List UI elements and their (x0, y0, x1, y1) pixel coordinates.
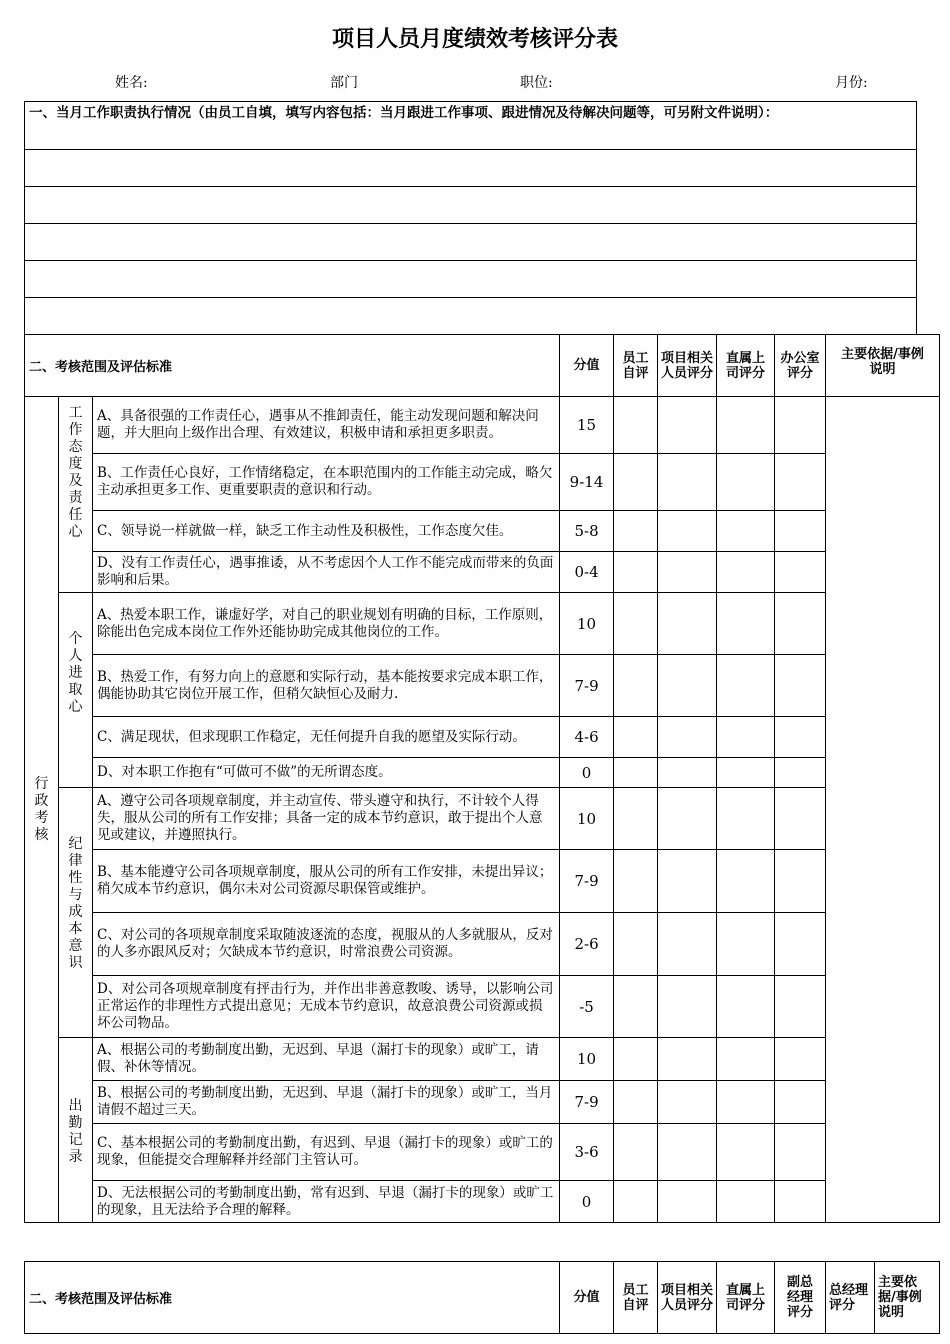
office-score-cell[interactable] (775, 511, 826, 552)
score-header: 分值 (560, 335, 614, 397)
criterion-description: A、热爱本职工作，谦虚好学，对自己的职业规划有明确的目标，工作原则，除能出色完成本岗位工作外还能协助完成其他岗位的工作。 (93, 593, 560, 655)
criterion-description: B、工作责任心良好，工作情绪稳定，在本职范围内的工作能主动完成，略欠主动承担更多工作、更重要职责的意识和行动。 (93, 454, 560, 511)
section3-title: 二、考核范围及评估标准 (25, 1262, 560, 1334)
criterion-description: B、根据公司的考勤制度出勤，无迟到、早退（漏打卡的现象）或旷工，当月请假不超过三天。 (93, 1081, 560, 1124)
criterion-score: 15 (560, 397, 614, 454)
related-score-cell[interactable] (658, 655, 717, 717)
office-score-cell[interactable] (775, 850, 826, 913)
criterion-score: 7-9 (560, 850, 614, 913)
name-label: 姓名: (115, 75, 148, 91)
supervisor-score-cell[interactable] (717, 976, 775, 1038)
criterion-score: 7-9 (560, 655, 614, 717)
deputy-gm-score-header: 副总经理评分 (775, 1262, 826, 1334)
criterion-row (25, 1081, 940, 1124)
criterion-description: A、遵守公司各项规章制度，并主动宣传、带头遵守和执行，不计较个人得失，服从公司的所有工作安排；具备一定的成本节约意识，敢于提出个人意见或建议，并遵照执行。 (93, 788, 560, 850)
criterion-row (25, 758, 940, 788)
related-score-header: 项目相关人员评分 (658, 1262, 717, 1334)
admin-assessment-label: 行 政 考 核 (25, 397, 59, 1223)
gm-score-header: 总经理评分 (826, 1262, 875, 1334)
self-score-cell[interactable] (614, 758, 658, 788)
office-score-cell[interactable] (775, 1181, 826, 1223)
page-title: 项目人员月度绩效考核评分表 (331, 27, 618, 52)
related-score-header: 项目相关人员评分 (658, 335, 717, 397)
criterion-description: D、对公司各项规章制度有抨击行为，并作出非善意教唆、诱导，以影响公司正常运作的非理性方式提出意见；无成本节约意识，故意浪费公司资源或损坏公司物品。 (93, 976, 560, 1038)
office-score-cell[interactable] (775, 1038, 826, 1081)
supervisor-score-cell[interactable] (717, 655, 775, 717)
supervisor-score-cell[interactable] (717, 850, 775, 913)
category-label: 出 勤 记 录 (59, 1038, 93, 1223)
office-score-cell[interactable] (775, 593, 826, 655)
related-score-cell[interactable] (658, 397, 717, 454)
criterion-description: D、对本职工作抱有“可做可不做”的无所谓态度。 (93, 758, 560, 788)
category-label: 纪 律 性 与 成 本 意 识 (59, 788, 93, 1038)
related-score-cell[interactable] (658, 1081, 717, 1124)
criterion-description: C、满足现状，但求现职工作稳定，无任何提升自我的愿望及实际行动。 (93, 717, 560, 758)
self-score-header: 员工自评 (614, 1262, 658, 1334)
criterion-row (25, 717, 940, 758)
related-score-cell[interactable] (658, 1181, 717, 1223)
basis-cell[interactable] (826, 397, 940, 1223)
criterion-description: C、对公司的各项规章制度采取随波逐流的态度，视服从的人多就服从，反对的人多亦跟风反对；欠缺成本节约意识，时常浪费公司资源。 (93, 913, 560, 976)
self-score-cell[interactable] (614, 552, 658, 593)
office-score-header: 办公室评分 (775, 335, 826, 397)
self-score-cell[interactable] (614, 1181, 658, 1223)
criterion-row (25, 1124, 940, 1181)
related-score-cell[interactable] (658, 758, 717, 788)
criterion-score: 4-6 (560, 717, 614, 758)
criterion-score: 2-6 (560, 913, 614, 976)
position-label: 职位: (520, 75, 553, 91)
supervisor-score-cell[interactable] (717, 717, 775, 758)
criterion-score: 7-9 (560, 1081, 614, 1124)
supervisor-score-cell[interactable] (717, 913, 775, 976)
category-label: 工 作 态 度 及 责 任 心 (59, 397, 93, 593)
criterion-score: 0 (560, 758, 614, 788)
criterion-row (25, 511, 940, 552)
criterion-row (25, 552, 940, 593)
supervisor-score-cell[interactable] (717, 397, 775, 454)
criterion-score: 0-4 (560, 552, 614, 593)
criterion-row (25, 593, 940, 655)
related-score-cell[interactable] (658, 850, 717, 913)
criterion-score: 0 (560, 1181, 614, 1223)
criterion-row (25, 913, 940, 976)
self-score-cell[interactable] (614, 788, 658, 850)
self-score-cell[interactable] (614, 976, 658, 1038)
office-score-cell[interactable] (775, 1124, 826, 1181)
supervisor-score-cell[interactable] (717, 593, 775, 655)
related-score-cell[interactable] (658, 552, 717, 593)
supervisor-score-header: 直属上司评分 (717, 1262, 775, 1334)
criterion-description: C、领导说一样就做一样，缺乏工作主动性及积极性，工作态度欠佳。 (93, 511, 560, 552)
criterion-row (25, 976, 940, 1038)
criterion-description: D、没有工作责任心，遇事推诿，从不考虑因个人工作不能完成而带来的负面影响和后果。 (93, 552, 560, 593)
criterion-row (25, 1181, 940, 1223)
related-score-cell[interactable] (658, 1124, 717, 1181)
related-score-cell[interactable] (658, 913, 717, 976)
criterion-score: 3-6 (560, 1124, 614, 1181)
criterion-row (25, 788, 940, 850)
work-duty-row[interactable] (25, 187, 917, 224)
criterion-score: 9-14 (560, 454, 614, 511)
supervisor-score-cell[interactable] (717, 1181, 775, 1223)
supervisor-score-cell[interactable] (717, 454, 775, 511)
category-label: 个 人 进 取 心 (59, 593, 93, 788)
self-score-cell[interactable] (614, 397, 658, 454)
self-score-cell[interactable] (614, 511, 658, 552)
criterion-description: C、基本根据公司的考勤制度出勤，有迟到、早退（漏打卡的现象）或旷工的现象，但能提交合理解释并经部门主管认可。 (93, 1124, 560, 1181)
criterion-score: 10 (560, 1038, 614, 1081)
criterion-score: 10 (560, 788, 614, 850)
criterion-row (25, 850, 940, 913)
work-duty-row[interactable] (25, 261, 917, 298)
criterion-row (25, 655, 940, 717)
related-score-cell[interactable] (658, 511, 717, 552)
criterion-row (25, 454, 940, 511)
supervisor-score-header: 直属上司评分 (717, 335, 775, 397)
office-score-cell[interactable] (775, 397, 826, 454)
office-score-cell[interactable] (775, 913, 826, 976)
self-score-cell[interactable] (614, 717, 658, 758)
office-score-cell[interactable] (775, 1081, 826, 1124)
criterion-description: B、基本能遵守公司各项规章制度，服从公司的所有工作安排，未提出异议；稍欠成本节约意识，偶尔未对公司资源尽职保管或维护。 (93, 850, 560, 913)
office-score-cell[interactable] (775, 788, 826, 850)
criterion-score: 10 (560, 593, 614, 655)
self-score-cell[interactable] (614, 850, 658, 913)
self-score-cell[interactable] (614, 454, 658, 511)
related-score-cell[interactable] (658, 593, 717, 655)
related-score-cell[interactable] (658, 976, 717, 1038)
office-score-cell[interactable] (775, 976, 826, 1038)
work-duty-row[interactable] (25, 150, 917, 187)
supervisor-score-cell[interactable] (717, 1124, 775, 1181)
self-score-header: 员工自评 (614, 335, 658, 397)
supervisor-score-cell[interactable] (717, 788, 775, 850)
basis-header: 主要依据/事例说明 (826, 335, 940, 397)
office-score-cell[interactable] (775, 655, 826, 717)
criterion-description: A、具备很强的工作责任心，遇事从不推卸责任，能主动发现问题和解决问题，并大胆向上级作出合理、有效建议，积极申请和承担更多职责。 (93, 397, 560, 454)
supervisor-score-cell[interactable] (717, 758, 775, 788)
assessment-table-2 (24, 1261, 940, 1334)
self-score-cell[interactable] (614, 593, 658, 655)
assessment-body (25, 397, 940, 1223)
department-label: 部门 (330, 75, 358, 91)
criterion-score: 5-8 (560, 511, 614, 552)
supervisor-score-cell[interactable] (717, 1081, 775, 1124)
section2-title: 二、考核范围及评估标准 (25, 335, 560, 397)
office-score-cell[interactable] (775, 717, 826, 758)
work-duty-row[interactable] (25, 298, 917, 335)
related-score-cell[interactable] (658, 454, 717, 511)
office-score-cell[interactable] (775, 758, 826, 788)
month-label: 月份: (835, 75, 868, 91)
related-score-cell[interactable] (658, 717, 717, 758)
section1-title: 一、当月工作职责执行情况（由员工自填，填写内容包括：当月跟进工作事项、跟进情况及待解决问题等，可另附文件说明）： (25, 102, 917, 150)
self-score-cell[interactable] (614, 655, 658, 717)
supervisor-score-cell[interactable] (717, 1038, 775, 1081)
criterion-score: -5 (560, 976, 614, 1038)
work-duty-row[interactable] (25, 224, 917, 261)
assessment-table (24, 334, 940, 1223)
self-score-cell[interactable] (614, 913, 658, 976)
criterion-row (25, 1038, 940, 1081)
score-header: 分值 (560, 1262, 614, 1334)
office-score-cell[interactable] (775, 454, 826, 511)
work-duty-table (24, 101, 917, 335)
self-score-cell[interactable] (614, 1038, 658, 1081)
related-score-cell[interactable] (658, 788, 717, 850)
criterion-description: A、根据公司的考勤制度出勤，无迟到、早退（漏打卡的现象）或旷工，请假、补休等情况。 (93, 1038, 560, 1081)
office-score-cell[interactable] (775, 552, 826, 593)
supervisor-score-cell[interactable] (717, 511, 775, 552)
criterion-description: B、热爱工作，有努力向上的意愿和实际行动，基本能按要求完成本职工作，偶能协助其它岗位开展工作，但稍欠缺恒心及耐力. (93, 655, 560, 717)
self-score-cell[interactable] (614, 1124, 658, 1181)
self-score-cell[interactable] (614, 1081, 658, 1124)
supervisor-score-cell[interactable] (717, 552, 775, 593)
criterion-row (25, 397, 940, 454)
basis-header: 主要依据/事例说明 (875, 1262, 940, 1334)
related-score-cell[interactable] (658, 1038, 717, 1081)
criterion-description: D、无法根据公司的考勤制度出勤，常有迟到、早退（漏打卡的现象）或旷工的现象，且无法给予合理的解释。 (93, 1181, 560, 1223)
